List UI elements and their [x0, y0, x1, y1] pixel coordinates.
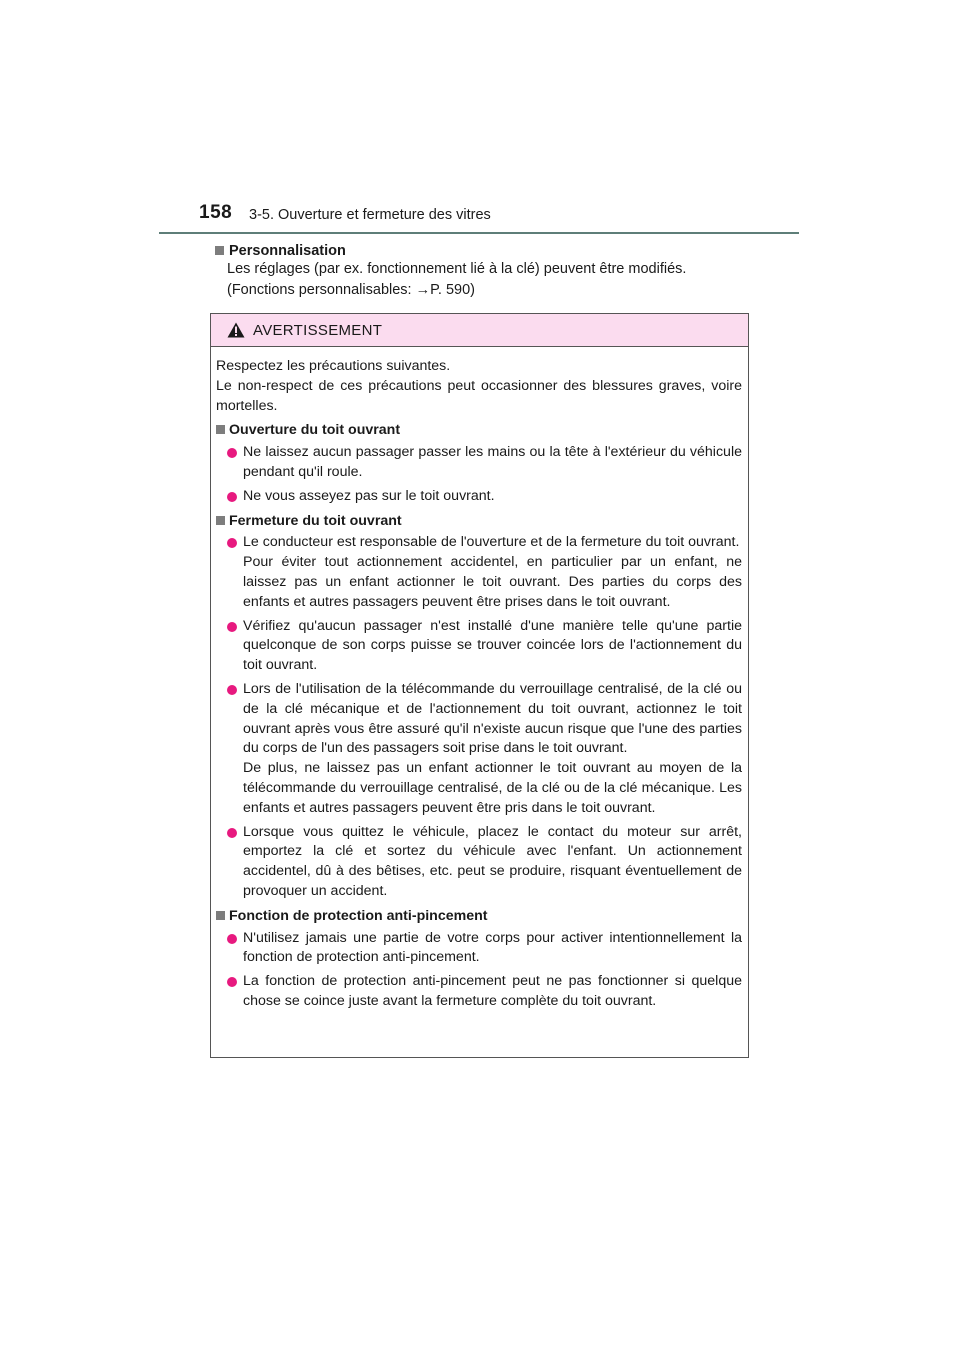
list-item: N'utilisez jamais une partie de votre corps pour activer intentionnellement la fonction de protection anti-pincement. — [216, 929, 742, 969]
warning-box — [210, 313, 749, 1058]
square-marker-icon — [216, 425, 225, 434]
list-item: Ne vous asseyez pas sur le toit ouvrant. — [216, 487, 742, 507]
section-title: 3-5. Ouverture et fermeture des vitres — [249, 207, 491, 223]
warning-body — [211, 347, 748, 1012]
page-header — [0, 0, 960, 240]
warning-section-heading: Fermeture du toit ouvrant — [216, 512, 742, 532]
warning-section-anti-pinch — [216, 907, 742, 1012]
list-item: La fonction de protection anti-pincement peut ne pas fonctionner si quelque chose se coince juste avant la fermeture complète du toit ouvrant. — [216, 972, 742, 1012]
square-marker-icon — [216, 911, 225, 920]
bullet-icon — [227, 977, 237, 987]
list-item: Lorsque vous quittez le véhicule, placez le contact du moteur sur arrêt, emportez la clé et sortez du véhicule avec l'enfant. Un actionnement accidentel, dû à des bêtises, etc. peut se produire, risquant éventuellement de provoquer un accident. — [216, 823, 742, 902]
bullet-icon — [227, 538, 237, 548]
customization-reference: (Fonctions personnalisables: →P. 590) — [227, 282, 475, 298]
bullet-icon — [227, 685, 237, 695]
bullet-icon — [227, 492, 237, 502]
page-number: 158 — [199, 202, 233, 223]
warning-header — [211, 314, 748, 347]
list-item: Le conducteur est responsable de l'ouverture et de la fermeture du toit ouvrant. Pour éviter tout actionnement accidentel, en particulier par un enfant, ne laissez pas un enfant actionner le toit ouvrant. Des parties du corps des enfants et autres passagers peuvent être prises dans le toit ouvrant. — [216, 533, 742, 612]
list-item: Vérifiez qu'aucun passager n'est installé d'une manière telle qu'une partie quelconque de son corps puisse se trouver coincée lors de l'actionnement du toit ouvrant. — [216, 617, 742, 676]
warning-triangle-icon — [227, 322, 245, 338]
square-marker-icon — [216, 516, 225, 525]
customization-text: Les réglages (par ex. fonctionnement lié à la clé) peuvent être modifiés. — [227, 261, 687, 277]
warning-section-opening — [216, 421, 742, 506]
list-item: Ne laissez aucun passager passer les mains ou la tête à l'extérieur du véhicule pendant qu'il roule. — [216, 443, 742, 483]
customization-section — [215, 243, 775, 301]
bullet-icon — [227, 622, 237, 632]
bullet-icon — [227, 828, 237, 838]
customization-heading: Personnalisation — [215, 243, 775, 259]
square-marker-icon — [215, 246, 224, 255]
header-divider — [159, 232, 799, 234]
warning-section-closing — [216, 512, 742, 902]
warning-section-heading: Ouverture du toit ouvrant — [216, 421, 742, 441]
warning-intro: Respectez les précautions suivantes. Le non-respect de ces précautions peut occasionner des blessures graves, voire mortelles. — [216, 358, 742, 414]
bullet-icon — [227, 934, 237, 944]
warning-title: AVERTISSEMENT — [253, 321, 383, 339]
warning-section-heading: Fonction de protection anti-pincement — [216, 907, 742, 927]
list-item: Lors de l'utilisation de la télécommande du verrouillage centralisé, de la clé ou de la clé mécanique et de l'actionnement du toit ouvrant, actionnez le toit ouvrant après vous être assuré qu'il n'existe aucun risque que l'une des parties du corps de l'un des passagers soit prise dans le toit ouvrant. De plus, ne laissez pas un enfant actionner le toit ouvrant au moyen de la télécommande du verrouillage centralisé, de la clé ou de la clé mécanique. Les enfants et autres passagers peuvent être pris dans le toit ouvrant. — [216, 680, 742, 819]
bullet-icon — [227, 448, 237, 458]
